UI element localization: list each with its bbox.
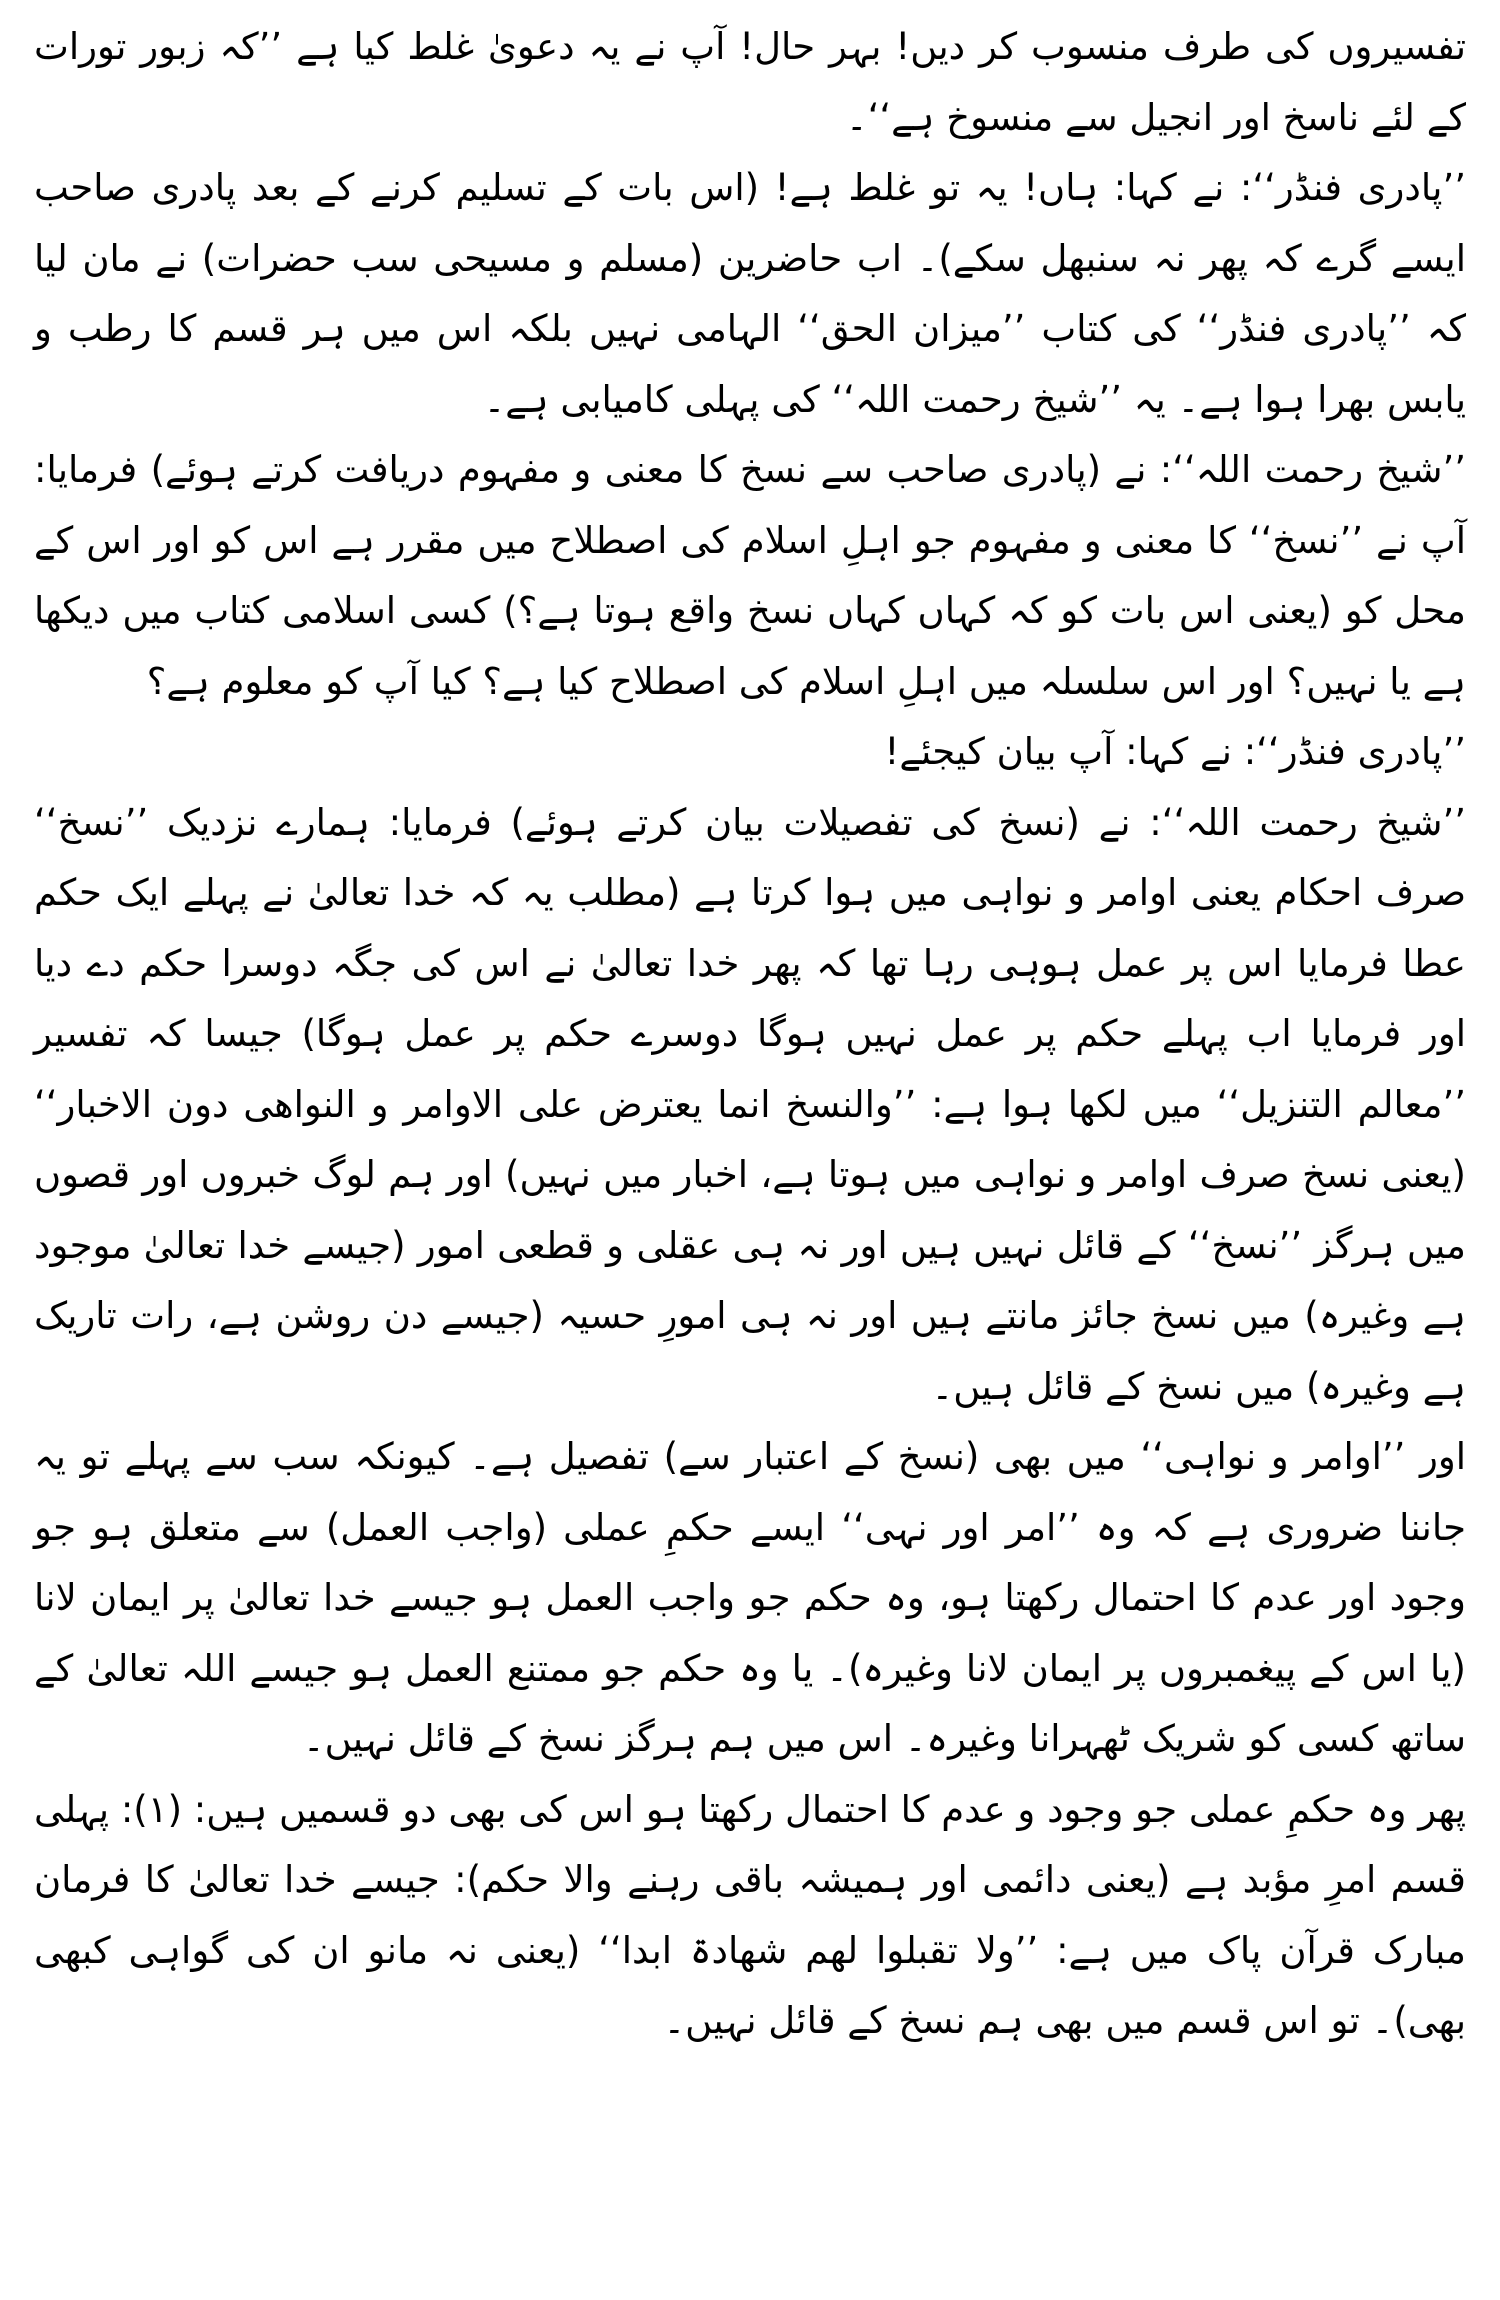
paragraph-claim-on-zabur-torah: تفسیروں کی طرف منسوب کر دیں! بہر حال! آپ نے یہ دعویٰ غلط کیا ہے ’’کہ زبور تورات کے لئے ناسخ اور انجیل سے منسوخ ہے‘‘۔ (34, 25, 1466, 139)
paragraph-two-kinds-of-practical-rulings: پھر وہ حکمِ عملی جو وجود و عدم کا احتمال رکھتا ہو اس کی بھی دو قسمیں ہیں: (۱): پہلی قسم امرِ مؤبد ہے (یعنی دائمی اور ہمیشہ باقی رہنے والا حکم): جیسے خدا تعالیٰ کا فرمان مبارک قرآن پاک میں ہے: ’’ولا تقبلوا لھم شھادۃ ابدا‘‘ (یعنی نہ مانو ان کی گواہی کبھی بھی)۔ تو اس قسم میں بھی ہم نسخ کے قائل نہیں۔ (34, 1787, 1466, 2042)
paragraph-pfander-admits-error: ’’پادری فنڈر‘‘: نے کہا: ہاں! یہ تو غلط ہے! (اس بات کے تسلیم کرنے کے بعد پادری صاحب ایسے گرے کہ پھر نہ سنبھل سکے)۔ اب حاضرین (مسلم و مسیحی سب حضرات) نے مان لیا کہ ’’پادری فنڈر‘‘ کی کتاب ’’میزان الحق‘‘ الہامی نہیں بلکہ اس میں ہر قسم کا رطب و یابس بھرا ہوا ہے۔ یہ ’’شیخ رحمت اللہ‘‘ کی پہلی کامیابی ہے۔ (34, 166, 1466, 421)
paragraph-awamir-nawahi-detail: اور ’’اوامر و نواہی‘‘ میں بھی (نسخ کے اعتبار سے) تفصیل ہے۔ کیونکہ سب سے پہلے تو یہ جاننا ضروری ہے کہ وہ ’’امر اور نہی‘‘ ایسے حکمِ عملی (واجب العمل) سے متعلق ہو جو وجود اور عدم کا احتمال رکھتا ہو، وہ حکم جو واجب العمل ہو جیسے خدا تعالیٰ پر ایمان لانا (یا اس کے پیغمبروں پر ایمان لانا وغیرہ)۔ یا وہ حکم جو ممتنع العمل ہو جیسے اللہ تعالیٰ کے ساتھ کسی کو شریک ٹھہرانا وغیرہ۔ اس میں ہم ہرگز نسخ کے قائل نہیں۔ (34, 1435, 1466, 1760)
document-page (34, 12, 1466, 2057)
paragraph-pfander-reply: ’’پادری فنڈر‘‘: نے کہا: آپ بیان کیجئے! (884, 730, 1466, 773)
paragraph-naskh-details: ’’شیخ رحمت اللہ‘‘: نے (نسخ کی تفصیلات بیان کرتے ہوئے) فرمایا: ہمارے نزدیک ’’نسخ‘‘ صرف احکام یعنی اوامر و نواہی میں ہوا کرتا ہے (مطلب یہ کہ خدا تعالیٰ نے پہلے ایک حکم عطا فرمایا اس پر عمل ہوہی رہا تھا کہ پھر خدا تعالیٰ نے اس کی جگہ دوسرا حکم دے دیا اور فرمایا اب پہلے حکم پر عمل نہیں ہوگا دوسرے حکم پر عمل ہوگا) جیسا کہ تفسیر ’’معالم التنزیل‘‘ میں لکھا ہوا ہے: ’’والنسخ انما یعترض علی الاوامر و النواھی دون الاخبار‘‘ (یعنی نسخ صرف اوامر و نواہی میں ہوتا ہے، اخبار میں نہیں) اور ہم لوگ خبروں اور قصوں میں ہرگز ’’نسخ‘‘ کے قائل نہیں ہیں اور نہ ہی عقلی و قطعی امور (جیسے خدا تعالیٰ موجود ہے وغیرہ) میں نسخ جائز مانتے ہیں اور نہ ہی امورِ حسیہ (جیسے دن روشن ہے، رات تاریک ہے وغیرہ) میں نسخ کے قائل ہیں۔ (34, 800, 1466, 1408)
paragraph-rahmatullah-asks-meaning-of-naskh: ’’شیخ رحمت اللہ‘‘: نے (پادری صاحب سے نسخ کا معنی و مفہوم دریافت کرتے ہوئے) فرمایا: آپ نے ’’نسخ‘‘ کا معنی و مفہوم جو اہلِ اسلام کی اصطلاح میں مقرر ہے اس کو اور اس کے محل کو (یعنی اس بات کو کہ کہاں کہاں نسخ واقع ہوتا ہے؟) کسی اسلامی کتاب میں دیکھا ہے یا نہیں؟ اور اس سلسلہ میں اہلِ اسلام کی اصطلاح کیا ہے؟ کیا آپ کو معلوم ہے؟ (34, 448, 1466, 703)
